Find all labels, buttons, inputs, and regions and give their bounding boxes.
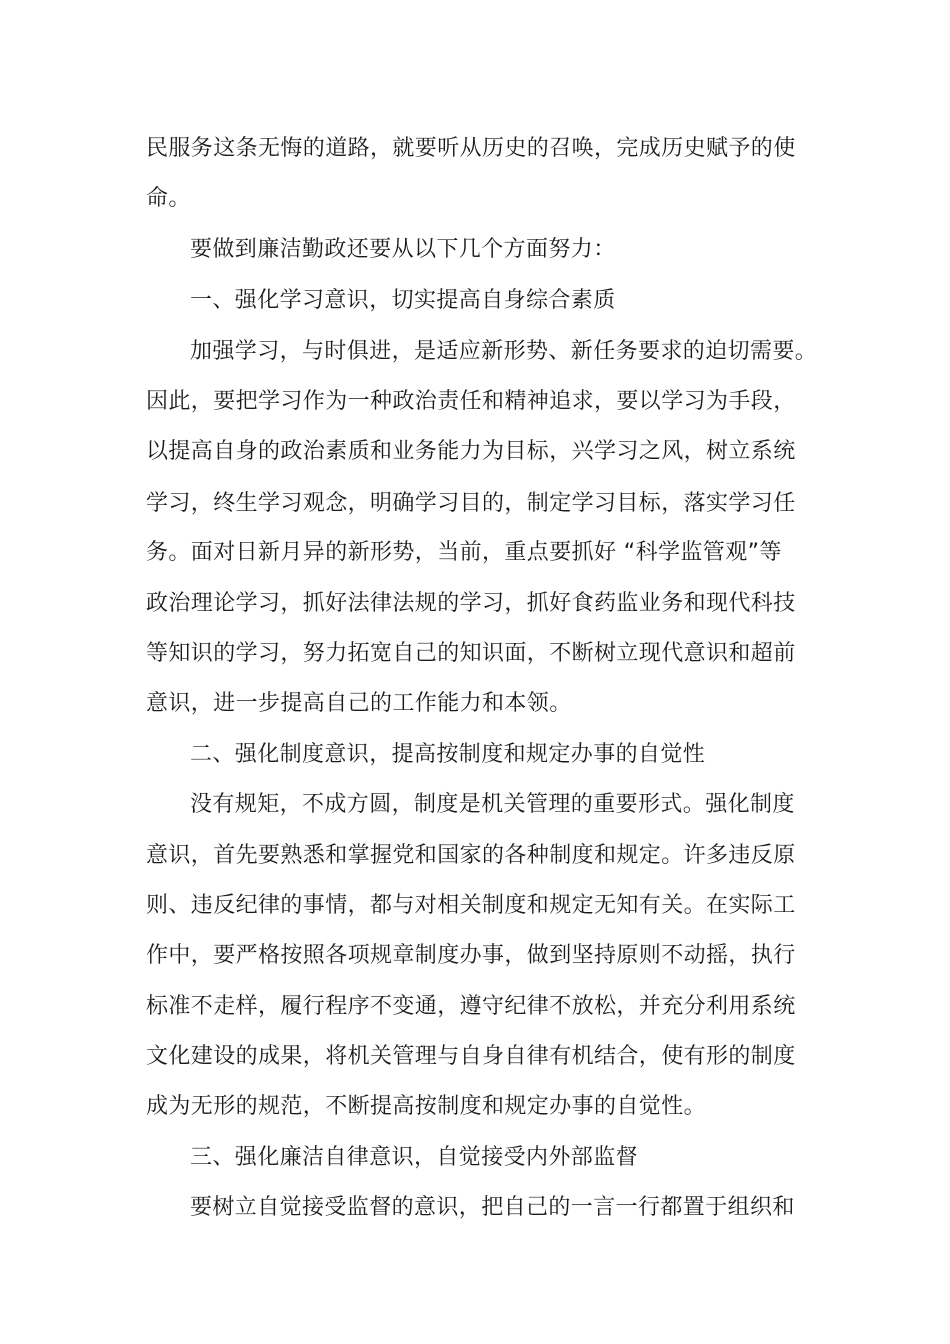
text-line: 等知识的学习，努力拓宽自己的知识面，不断树立现代意识和超前 xyxy=(146,641,796,666)
paragraph-start: 加强学习，与时俱进，是适应新形势、新任务要求的迫切需要。 xyxy=(190,339,818,364)
section-heading-3: 三、强化廉洁自律意识，自觉接受内外部监督 xyxy=(190,1145,639,1170)
text-line: 文化建设的成果，将机关管理与自身自律有机结合，使有形的制度 xyxy=(146,1044,796,1069)
text-line: 则、违反纪律的事情，都与对相关制度和规定无知有关。在实际工 xyxy=(146,893,796,918)
text-line: 作中，要严格按照各项规章制度办事，做到坚持原则不动摇，执行 xyxy=(146,943,796,968)
text-line: 意识，首先要熟悉和掌握党和国家的各种制度和规定。许多违反原 xyxy=(146,843,796,868)
text-line: 以提高自身的政治素质和业务能力为目标，兴学习之风，树立系统 xyxy=(146,439,796,464)
text-line: 务。面对日新月异的新形势，当前，重点要抓好 “科学监管观”等 xyxy=(146,540,782,565)
section-heading-1: 一、强化学习意识，切实提高自身综合素质 xyxy=(190,288,616,313)
paragraph-start: 要做到廉洁勤政还要从以下几个方面努力： xyxy=(190,237,616,262)
text-line: 命。 xyxy=(146,186,191,211)
paragraph-start: 要树立自觉接受监督的意识，把自己的一言一行都置于组织和 xyxy=(190,1195,795,1220)
text-line: 政治理论学习，抓好法律法规的学习，抓好食药监业务和现代科技 xyxy=(146,591,796,616)
text-line: 成为无形的规范，不断提高按制度和规定办事的自觉性。 xyxy=(146,1094,707,1119)
text-line: 民服务这条无悔的道路，就要听从历史的召唤，完成历史赋予的使 xyxy=(146,136,796,161)
text-line: 意识，进一步提高自己的工作能力和本领。 xyxy=(146,691,572,716)
text-line: 标准不走样，履行程序不变通，遵守纪律不放松，并充分利用系统 xyxy=(146,994,796,1019)
section-heading-2: 二、强化制度意识，提高按制度和规定办事的自觉性 xyxy=(190,742,706,767)
text-line: 因此，要把学习作为一种政治责任和精神追求，要以学习为手段， xyxy=(146,389,796,414)
paragraph-start: 没有规矩，不成方圆，制度是机关管理的重要形式。强化制度 xyxy=(190,792,795,817)
text-line: 学习，终生学习观念，明确学习目的，制定学习目标，落实学习任 xyxy=(146,491,796,516)
